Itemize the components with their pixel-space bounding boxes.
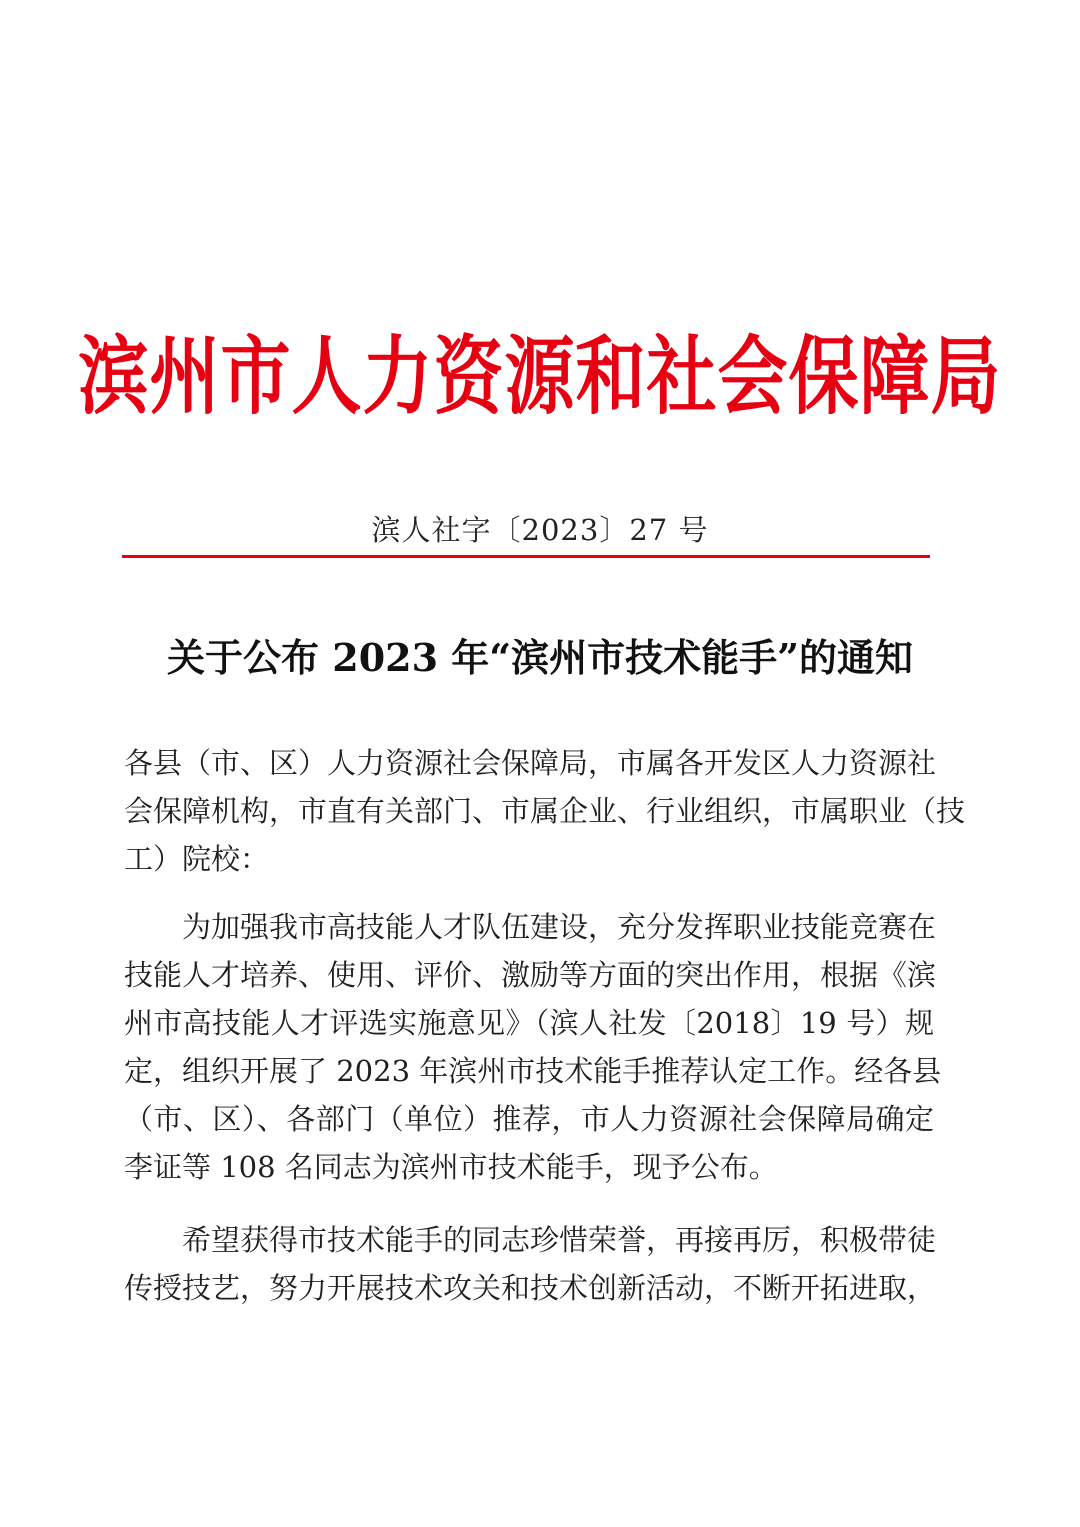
- paragraph-line: 传授技艺，努力开展技术攻关和技术创新活动，不断开拓进取，: [124, 1271, 937, 1305]
- paragraph-line: 希望获得市技术能手的同志珍惜荣誉，再接再厉，积极带徒: [182, 1223, 937, 1257]
- addressee-line: 工）院校：: [124, 842, 270, 876]
- paragraph-background: [124, 903, 942, 1191]
- paragraph-line: 定，组织开展了 2023 年滨州市技术能手推荐认定工作。经各县: [124, 1054, 942, 1088]
- red-divider-line: [122, 555, 930, 558]
- issuer-letterhead: 滨州市人力资源和社会保障局: [78, 325, 1002, 427]
- paragraph-line: 为加强我市高技能人才队伍建设，充分发挥职业技能竞赛在: [182, 910, 937, 944]
- paragraph-line: 技能人才培养、使用、评价、激励等方面的突出作用，根据《滨: [124, 958, 937, 992]
- paragraph-line: 李证等 108 名同志为滨州市技术能手，现予公布。: [124, 1150, 778, 1184]
- addressee-line: 各县（市、区）人力资源社会保障局，市属各开发区人力资源社: [124, 746, 937, 780]
- document-title: 关于公布 2023 年“滨州市技术能手”的通知: [167, 635, 913, 680]
- addressee-block: [124, 739, 966, 883]
- paragraph-line: （市、区）、各部门（单位）推荐，市人力资源社会保障局确定: [124, 1102, 934, 1136]
- paragraph-expectation: [124, 1216, 937, 1312]
- document-number: 滨人社字〔2023〕27 号: [371, 513, 709, 547]
- addressee-line: 会保障机构，市直有关部门、市属企业、行业组织，市属职业（技: [124, 794, 966, 828]
- paragraph-line: 州市高技能人才评选实施意见》（滨人社发〔2018〕19 号）规: [124, 1006, 934, 1040]
